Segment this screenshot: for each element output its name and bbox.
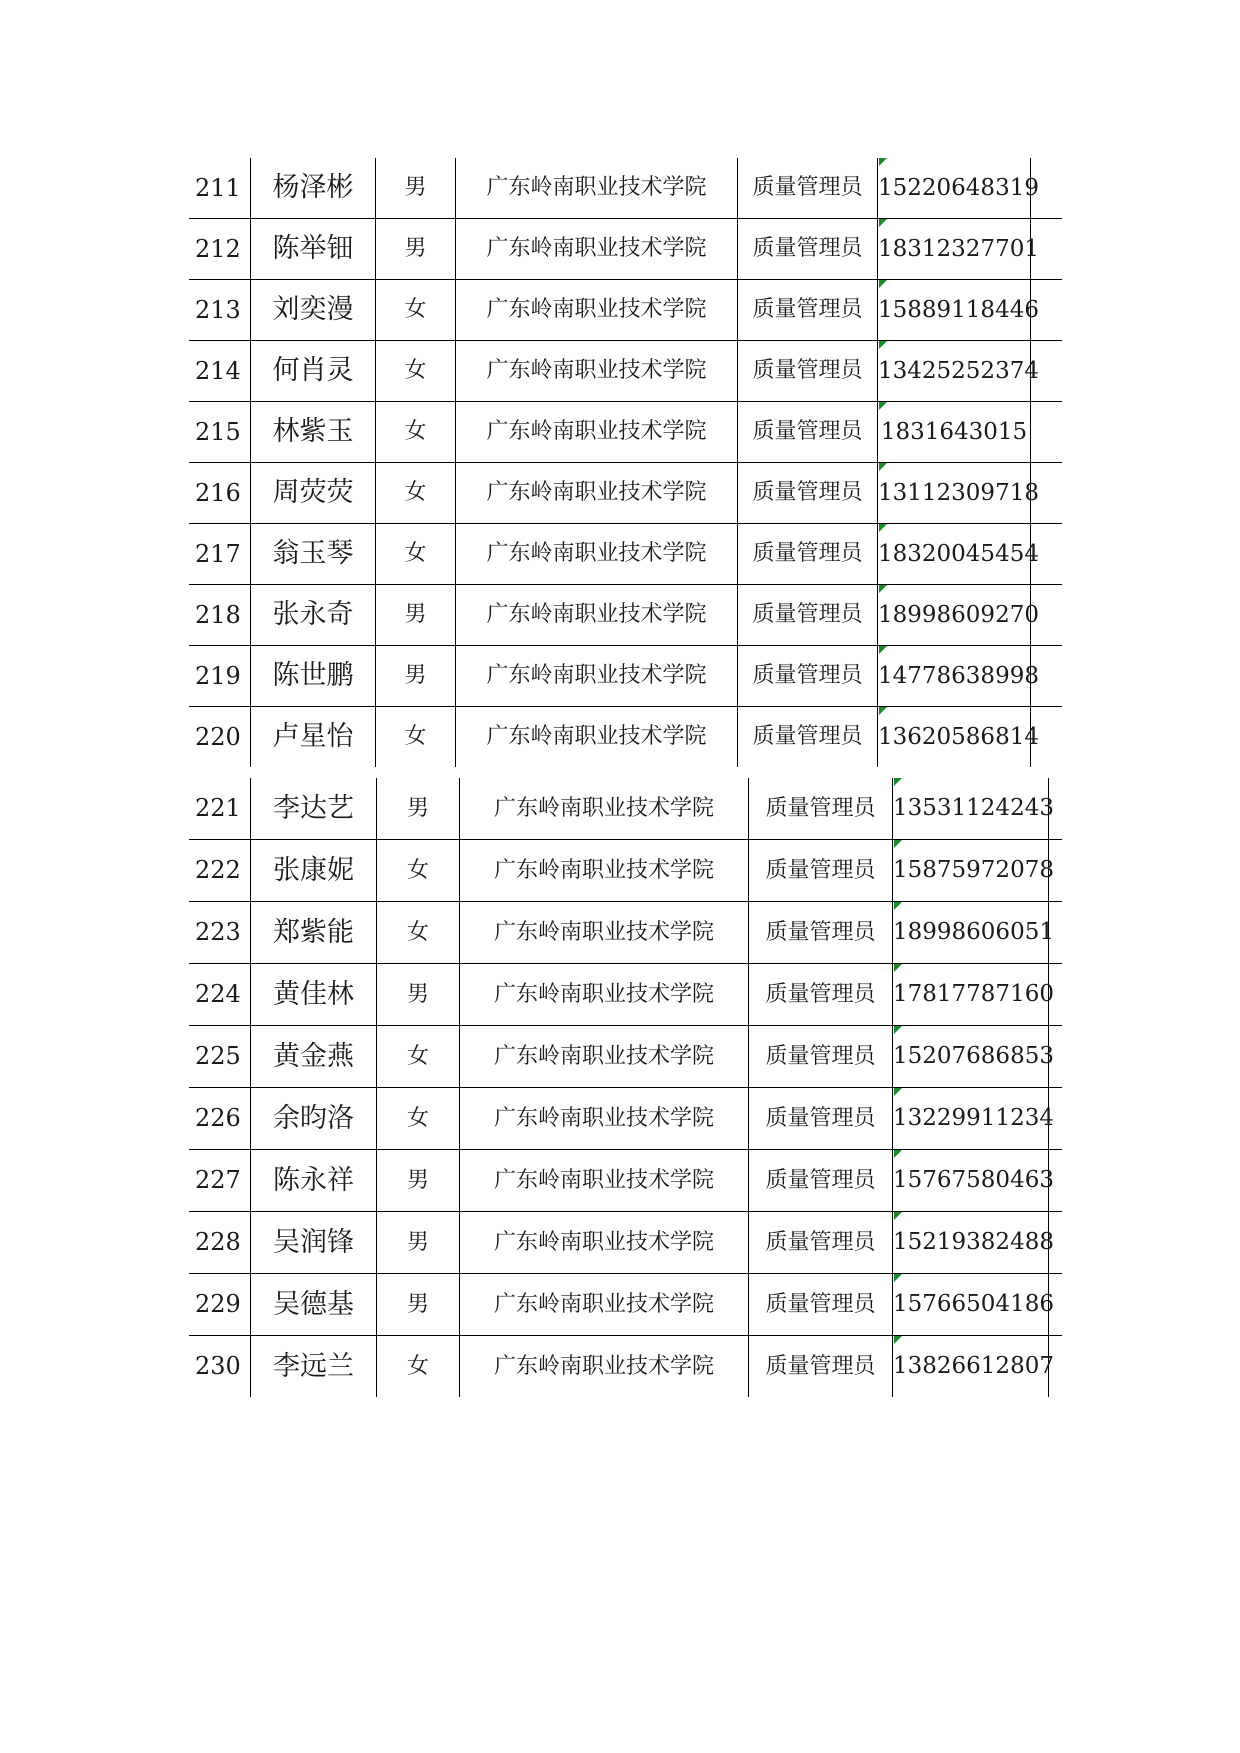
num-cell [189, 1150, 250, 1211]
roster-table-1 [189, 158, 1062, 768]
table-row [189, 219, 1062, 280]
phone-text: 1831643015 [880, 419, 1028, 445]
role-cell [737, 463, 877, 523]
phone-cell [892, 840, 1054, 901]
school-cell [459, 1212, 748, 1273]
gender-text: 男 [404, 602, 427, 627]
role-cell [748, 778, 892, 839]
num-text: 225 [195, 1042, 241, 1070]
num-cell [189, 1212, 250, 1273]
num-text: 229 [195, 1290, 241, 1318]
school-text: 广东岭南职业技术学院 [493, 1230, 714, 1255]
role-text: 质量管理员 [752, 236, 863, 261]
role-text: 质量管理员 [752, 663, 863, 688]
gender-text: 女 [406, 1354, 429, 1379]
phone-cell [892, 1088, 1054, 1149]
school-cell [459, 778, 748, 839]
name-cell [250, 463, 375, 523]
num-cell [189, 463, 250, 523]
role-text: 质量管理员 [765, 1044, 876, 1069]
phone-text: 18312327701 [878, 236, 1039, 262]
phone-cell [877, 402, 1031, 462]
gender-text: 女 [404, 724, 427, 749]
name-cell [250, 778, 376, 839]
gender-cell [375, 707, 455, 767]
num-text: 216 [195, 479, 241, 507]
gender-text: 男 [406, 1292, 429, 1317]
school-cell [455, 280, 737, 340]
gender-cell [376, 778, 459, 839]
table-row [189, 707, 1062, 768]
gender-cell [376, 902, 459, 963]
gender-cell [376, 840, 459, 901]
num-text: 223 [195, 918, 241, 946]
role-cell [748, 1336, 892, 1397]
cell-note-flag-icon [894, 964, 902, 972]
role-text: 质量管理员 [765, 1230, 876, 1255]
name-cell [250, 1336, 376, 1397]
school-text: 广东岭南职业技术学院 [486, 602, 707, 627]
phone-cell [877, 158, 1039, 218]
gender-text: 女 [404, 419, 427, 444]
school-text: 广东岭南职业技术学院 [486, 541, 707, 566]
role-cell [748, 964, 892, 1025]
school-text: 广东岭南职业技术学院 [493, 1168, 714, 1193]
school-cell [455, 524, 737, 584]
cell-note-flag-icon [894, 1274, 902, 1282]
name-cell [250, 1274, 376, 1335]
school-text: 广东岭南职业技术学院 [493, 920, 714, 945]
gender-text: 女 [404, 297, 427, 322]
name-cell [250, 1212, 376, 1273]
num-cell [189, 585, 250, 645]
num-text: 215 [195, 418, 241, 446]
phone-cell [892, 1212, 1054, 1273]
role-cell [748, 902, 892, 963]
name-text: 何肖灵 [272, 355, 354, 386]
cell-note-flag-icon [879, 219, 887, 227]
role-cell [737, 280, 877, 340]
name-cell [250, 707, 375, 767]
table-row [189, 964, 1062, 1026]
cell-note-flag-icon [879, 158, 887, 166]
phone-cell [892, 1026, 1054, 1087]
school-cell [459, 1336, 748, 1397]
phone-text: 18998606051 [893, 919, 1054, 945]
gender-cell [375, 585, 455, 645]
num-text: 228 [195, 1228, 241, 1256]
role-cell [748, 1088, 892, 1149]
school-cell [459, 964, 748, 1025]
name-text: 吴润锋 [273, 1227, 354, 1258]
name-text: 刘奕漫 [272, 294, 354, 325]
role-cell [737, 402, 877, 462]
name-text: 林紫玉 [272, 416, 354, 447]
num-cell [189, 158, 250, 218]
name-cell [250, 219, 375, 279]
name-cell [250, 1150, 376, 1211]
role-text: 质量管理员 [752, 480, 863, 505]
cell-note-flag-icon [894, 778, 902, 786]
school-cell [455, 341, 737, 401]
gender-cell [375, 463, 455, 523]
role-cell [737, 524, 877, 584]
name-text: 吴德基 [273, 1289, 354, 1320]
role-text: 质量管理员 [752, 724, 863, 749]
phone-text: 15767580463 [893, 1167, 1054, 1193]
table-row [189, 585, 1062, 646]
role-cell [737, 646, 877, 706]
school-text: 广东岭南职业技术学院 [493, 982, 714, 1007]
cell-note-flag-icon [879, 646, 887, 654]
phone-text: 14778638998 [878, 663, 1039, 689]
phone-text: 13112309718 [878, 480, 1039, 506]
role-text: 质量管理员 [765, 1106, 876, 1131]
num-cell [189, 778, 250, 839]
school-text: 广东岭南职业技术学院 [493, 1354, 714, 1379]
num-text: 224 [195, 980, 241, 1008]
num-cell [189, 707, 250, 767]
phone-text: 13229911234 [893, 1105, 1054, 1131]
name-cell [250, 646, 375, 706]
name-cell [250, 1026, 376, 1087]
name-text: 张永奇 [272, 599, 354, 630]
role-cell [737, 341, 877, 401]
gender-text: 女 [406, 920, 429, 945]
num-cell [189, 902, 250, 963]
phone-text: 15219382488 [893, 1229, 1054, 1255]
gender-cell [375, 158, 455, 218]
gender-text: 女 [406, 1044, 429, 1069]
gender-text: 女 [406, 1106, 429, 1131]
role-text: 质量管理员 [752, 297, 863, 322]
school-cell [459, 902, 748, 963]
role-text: 质量管理员 [765, 796, 876, 821]
phone-cell [877, 707, 1039, 767]
gender-cell [376, 1088, 459, 1149]
phone-text: 15220648319 [878, 175, 1039, 201]
phone-text: 17817787160 [893, 981, 1054, 1007]
phone-text: 13425252374 [878, 358, 1039, 384]
gender-text: 男 [406, 982, 429, 1007]
num-text: 212 [195, 235, 241, 263]
role-cell [737, 158, 877, 218]
phone-text: 13620586814 [878, 724, 1039, 750]
gender-text: 男 [406, 1230, 429, 1255]
table-row [189, 280, 1062, 341]
school-cell [455, 707, 737, 767]
table-row [189, 158, 1062, 219]
name-text: 陈世鹏 [272, 660, 354, 691]
phone-cell [877, 646, 1039, 706]
cell-note-flag-icon [894, 1212, 902, 1220]
school-text: 广东岭南职业技术学院 [486, 480, 707, 505]
gender-cell [375, 524, 455, 584]
table-row [189, 646, 1062, 707]
role-text: 质量管理员 [752, 175, 863, 200]
phone-text: 18998609270 [878, 602, 1039, 628]
cell-note-flag-icon [894, 1336, 902, 1344]
phone-cell [892, 902, 1054, 963]
num-cell [189, 219, 250, 279]
num-text: 217 [195, 540, 241, 568]
num-cell [189, 1026, 250, 1087]
gender-text: 男 [404, 663, 427, 688]
num-text: 227 [195, 1166, 241, 1194]
school-text: 广东岭南职业技术学院 [486, 236, 707, 261]
gender-text: 男 [406, 796, 429, 821]
role-text: 质量管理员 [752, 541, 863, 566]
phone-text: 15766504186 [893, 1291, 1054, 1317]
role-cell [748, 1150, 892, 1211]
name-text: 黄佳林 [273, 979, 354, 1010]
cell-note-flag-icon [894, 840, 902, 848]
num-text: 221 [195, 794, 241, 822]
num-cell [189, 280, 250, 340]
school-cell [455, 463, 737, 523]
phone-text: 13826612807 [893, 1353, 1054, 1379]
num-text: 226 [195, 1104, 241, 1132]
phone-cell [877, 280, 1039, 340]
role-text: 质量管理员 [752, 358, 863, 383]
table-row [189, 1150, 1062, 1212]
name-text: 余昀洛 [273, 1103, 354, 1134]
role-cell [737, 219, 877, 279]
cell-note-flag-icon [894, 1026, 902, 1034]
table-row [189, 1026, 1062, 1088]
name-cell [250, 902, 376, 963]
cell-note-flag-icon [879, 280, 887, 288]
cell-note-flag-icon [879, 707, 887, 715]
gender-text: 女 [404, 541, 427, 566]
gender-cell [376, 1274, 459, 1335]
table-row [189, 402, 1062, 463]
school-text: 广东岭南职业技术学院 [493, 1106, 714, 1131]
num-cell [189, 840, 250, 901]
gender-text: 女 [404, 358, 427, 383]
school-cell [455, 158, 737, 218]
role-text: 质量管理员 [765, 982, 876, 1007]
phone-text: 15207686853 [893, 1043, 1054, 1069]
school-cell [459, 840, 748, 901]
gender-text: 男 [406, 1168, 429, 1193]
name-cell [250, 524, 375, 584]
num-text: 220 [195, 723, 241, 751]
gender-text: 男 [404, 236, 427, 261]
gender-text: 女 [404, 480, 427, 505]
school-cell [459, 1274, 748, 1335]
role-text: 质量管理员 [752, 419, 863, 444]
num-cell [189, 1088, 250, 1149]
num-cell [189, 1336, 250, 1397]
name-cell [250, 280, 375, 340]
role-text: 质量管理员 [765, 1354, 876, 1379]
cell-note-flag-icon [879, 402, 887, 410]
school-text: 广东岭南职业技术学院 [486, 419, 707, 444]
school-cell [455, 646, 737, 706]
num-cell [189, 341, 250, 401]
cell-note-flag-icon [894, 1150, 902, 1158]
name-text: 周荧荧 [272, 477, 354, 508]
school-text: 广东岭南职业技术学院 [486, 297, 707, 322]
table-row [189, 1212, 1062, 1274]
name-cell [250, 840, 376, 901]
phone-text: 18320045454 [878, 541, 1039, 567]
role-cell [748, 1212, 892, 1273]
phone-cell [877, 585, 1039, 645]
name-cell [250, 341, 375, 401]
phone-cell [877, 463, 1039, 523]
name-text: 卢星怡 [272, 721, 354, 752]
role-cell [748, 840, 892, 901]
table-row [189, 1336, 1062, 1398]
phone-cell [877, 219, 1039, 279]
gender-cell [376, 1150, 459, 1211]
school-cell [459, 1088, 748, 1149]
table-row [189, 840, 1062, 902]
gender-cell [376, 1212, 459, 1273]
gender-cell [375, 219, 455, 279]
num-cell [189, 964, 250, 1025]
cell-note-flag-icon [879, 524, 887, 532]
num-cell [189, 402, 250, 462]
num-cell [189, 524, 250, 584]
phone-cell [892, 1336, 1054, 1397]
school-cell [455, 219, 737, 279]
phone-text: 13531124243 [893, 795, 1054, 821]
name-text: 翁玉琴 [272, 538, 354, 569]
num-cell [189, 646, 250, 706]
school-cell [459, 1026, 748, 1087]
name-cell [250, 402, 375, 462]
cell-note-flag-icon [894, 902, 902, 910]
name-text: 张康妮 [273, 855, 354, 886]
table-row [189, 902, 1062, 964]
gender-cell [376, 1336, 459, 1397]
name-cell [250, 585, 375, 645]
school-cell [455, 402, 737, 462]
num-text: 219 [195, 662, 241, 690]
gender-cell [375, 341, 455, 401]
table-row [189, 1274, 1062, 1336]
gender-cell [375, 280, 455, 340]
gender-text: 女 [406, 858, 429, 883]
table-row [189, 463, 1062, 524]
phone-cell [892, 964, 1054, 1025]
table-row [189, 341, 1062, 402]
name-text: 陈永祥 [273, 1165, 354, 1196]
role-text: 质量管理员 [765, 858, 876, 883]
role-text: 质量管理员 [765, 1292, 876, 1317]
school-text: 广东岭南职业技术学院 [493, 858, 714, 883]
school-text: 广东岭南职业技术学院 [493, 796, 714, 821]
school-cell [459, 1150, 748, 1211]
school-text: 广东岭南职业技术学院 [486, 175, 707, 200]
role-cell [748, 1274, 892, 1335]
num-text: 230 [195, 1352, 241, 1380]
cell-note-flag-icon [879, 463, 887, 471]
num-text: 213 [195, 296, 241, 324]
role-text: 质量管理员 [765, 920, 876, 945]
name-cell [250, 158, 375, 218]
cell-note-flag-icon [879, 585, 887, 593]
num-text: 211 [195, 174, 241, 202]
name-cell [250, 964, 376, 1025]
table-row [189, 1088, 1062, 1150]
school-text: 广东岭南职业技术学院 [493, 1292, 714, 1317]
table-row [189, 778, 1062, 840]
role-cell [748, 1026, 892, 1087]
name-text: 郑紫能 [273, 917, 354, 948]
gender-cell [375, 646, 455, 706]
phone-cell [892, 1150, 1054, 1211]
name-text: 杨泽彬 [272, 172, 354, 203]
num-text: 214 [195, 357, 241, 385]
phone-cell [877, 341, 1039, 401]
table-row [189, 524, 1062, 585]
role-cell [737, 585, 877, 645]
gender-cell [375, 402, 455, 462]
role-text: 质量管理员 [765, 1168, 876, 1193]
name-text: 李达艺 [273, 793, 354, 824]
name-text: 陈举钿 [272, 233, 354, 264]
roster-table-2 [189, 778, 1062, 1398]
phone-cell [892, 1274, 1054, 1335]
school-text: 广东岭南职业技术学院 [486, 663, 707, 688]
phone-cell [877, 524, 1039, 584]
school-text: 广东岭南职业技术学院 [493, 1044, 714, 1069]
phone-text: 15875972078 [893, 857, 1054, 883]
name-text: 黄金燕 [273, 1041, 354, 1072]
school-text: 广东岭南职业技术学院 [486, 358, 707, 383]
num-text: 218 [195, 601, 241, 629]
gender-text: 男 [404, 175, 427, 200]
school-text: 广东岭南职业技术学院 [486, 724, 707, 749]
gender-cell [376, 1026, 459, 1087]
phone-cell [892, 778, 1054, 839]
name-text: 李远兰 [273, 1351, 354, 1382]
phone-text: 15889118446 [878, 297, 1039, 323]
role-text: 质量管理员 [752, 602, 863, 627]
cell-note-flag-icon [879, 341, 887, 349]
school-cell [455, 585, 737, 645]
cell-note-flag-icon [894, 1088, 902, 1096]
gender-cell [376, 964, 459, 1025]
num-cell [189, 1274, 250, 1335]
num-text: 222 [195, 856, 241, 884]
role-cell [737, 707, 877, 767]
name-cell [250, 1088, 376, 1149]
